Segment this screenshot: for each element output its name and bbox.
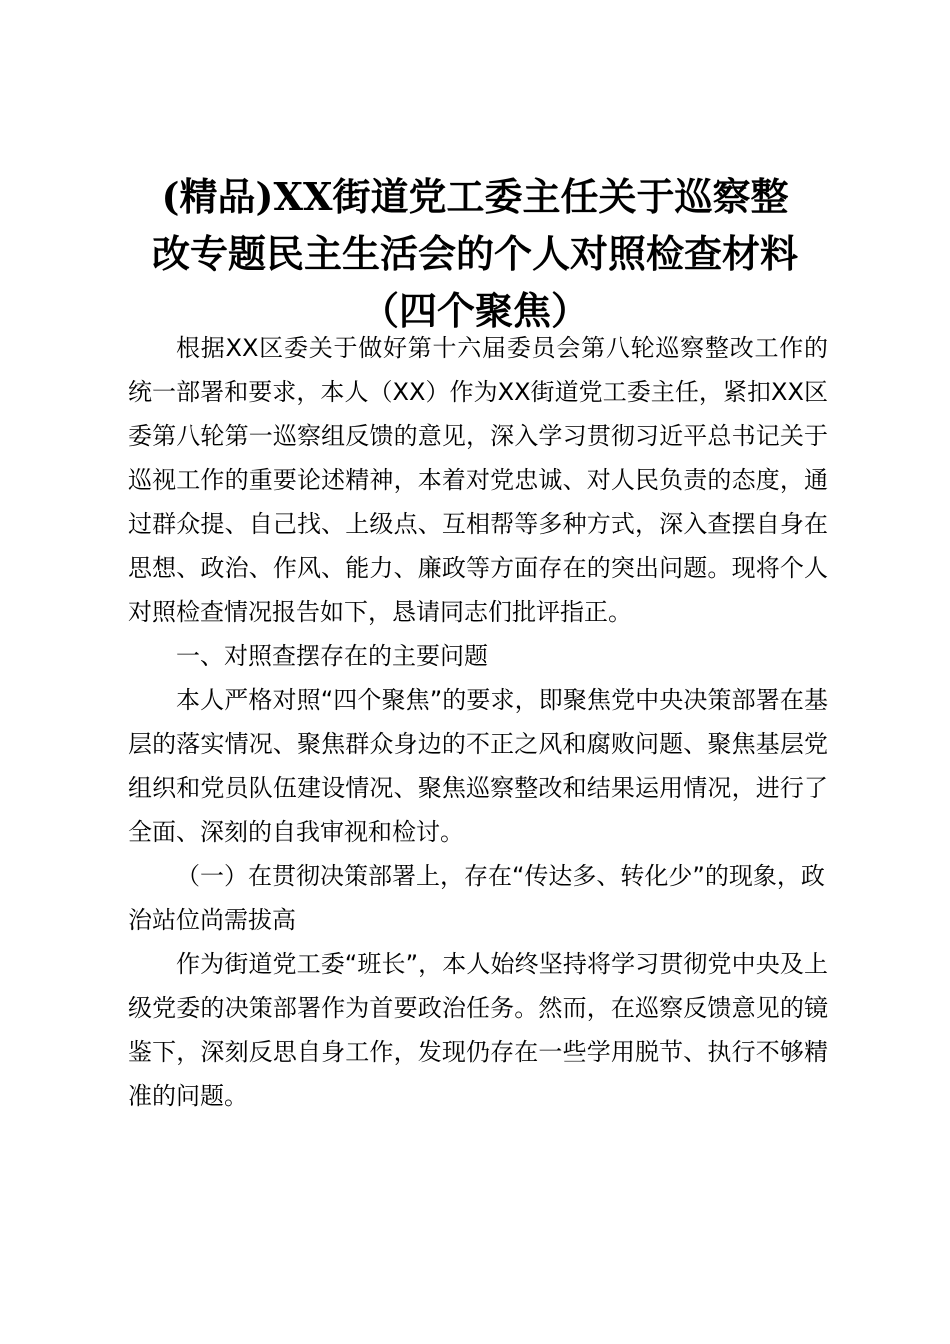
title-line-3: （四个聚焦）	[360, 288, 589, 333]
intro-paragraph: 根据XX区委关于做好第十六届委员会第八轮巡察整改工作的统一部署和要求，本人（XX）作为XX街道党工委主任，紧扣XX区委第八轮第一巡察组反馈的意见，深入学习贯彻习近平总书记关于巡视工作的重要论述精神，本着对党忠诚、对人民负责的态度，通过群众提、自己找、上级点、互相帮等多种方式，深入查摆自身在思想、政治、作风、能力、廉政等方面存在的突出问题。现将个人对照检查情况报告如下，恳请同志们批评指正。	[128, 334, 828, 626]
section-1-paragraph: 本人严格对照“四个聚焦”的要求，即聚焦党中央决策部署在基层的落实情况、聚焦群众身边的不正之风和腐败问题、聚焦基层党组织和党员队伍建设情况、聚焦巡察整改和结果运用情况，进行了全面、深刻的自我审视和检讨。	[128, 686, 828, 846]
title-line-1: (精品)XX街道党工委主任关于巡察整	[161, 174, 789, 219]
section-heading-1: 一、对照查摆存在的主要问题	[176, 642, 488, 670]
title-line-2: 改专题民主生活会的个人对照检查材料	[151, 231, 798, 276]
document-body	[128, 326, 828, 1118]
subsection-heading-1: （一）在贯彻决策部署上，存在“传达多、转化少”的现象，政治站位尚需拔高	[128, 862, 825, 934]
subsection-1-paragraph: 作为街道党工委“班长”，本人始终坚持将学习贯彻党中央及上级党委的决策部署作为首要政治任务。然而，在巡察反馈意见的镜鉴下，深刻反思自身工作，发现仍存在一些学用脱节、执行不够精准的问题。	[128, 950, 828, 1110]
document-title	[110, 168, 840, 339]
